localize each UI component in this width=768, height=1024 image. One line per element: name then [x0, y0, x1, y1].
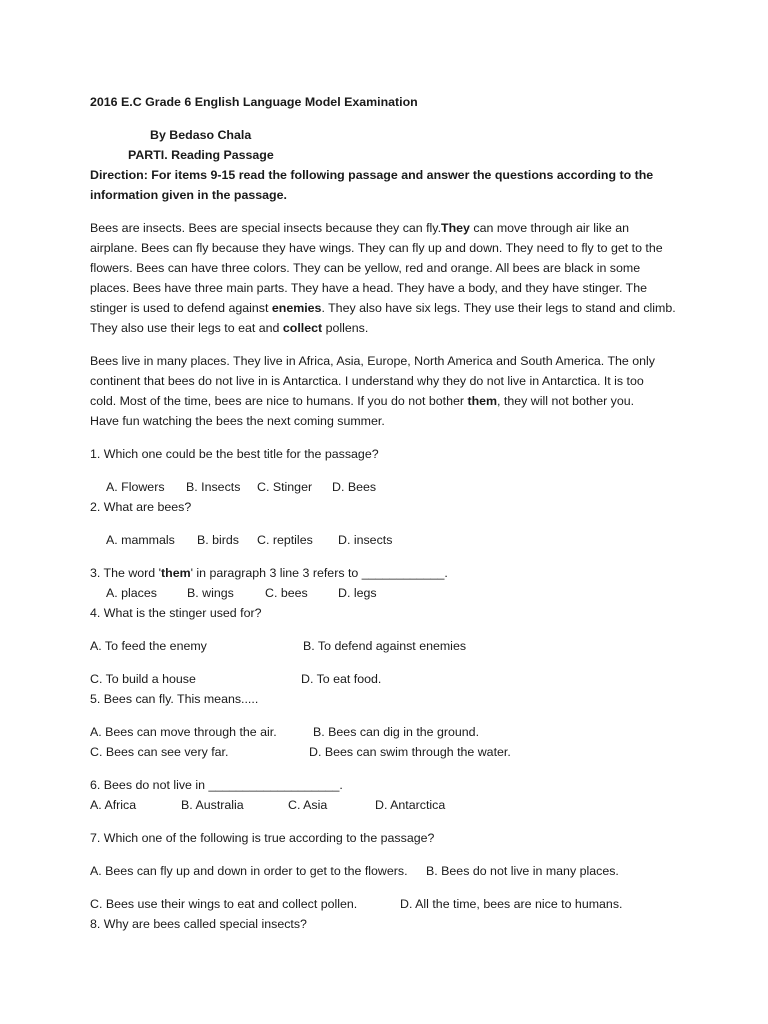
bold-word-they: They — [441, 221, 470, 235]
bold-word-enemies: enemies — [271, 301, 322, 315]
q5-option-a: A. Bees can move through the air. — [90, 725, 277, 739]
bold-word-collect: collect — [282, 321, 323, 335]
q1-option-b: B. Insects — [186, 480, 241, 494]
question-7: 7. Which one of the following is true according to the passage? — [90, 831, 435, 845]
q7-option-c: C. Bees use their wings to eat and collect pollen. — [90, 897, 358, 911]
direction-line-1: Direction: For items 9-15 read the following passage and answer the questions according to the — [90, 168, 654, 182]
question-2-options — [90, 530, 690, 550]
question-1: 1. Which one could be the best title for the passage? — [90, 447, 379, 461]
q6-option-d: D. Antarctica — [375, 798, 446, 812]
bold-word-them: them — [467, 394, 498, 408]
q3-option-b: B. wings — [187, 586, 234, 600]
q7-option-d: D. All the time, bees are nice to humans. — [400, 897, 623, 911]
direction-line-2: information given in the passage. — [90, 188, 287, 202]
question-7-options-row-2 — [90, 894, 690, 914]
question-6: 6. Bees do not live in ___________________. — [90, 778, 343, 792]
q7-option-b: B. Bees do not live in many places. — [426, 864, 619, 878]
q4-option-d: D. To eat food. — [301, 672, 382, 686]
passage-line: They also use their legs to eat and collect pollens. — [90, 321, 369, 335]
passage-line: continent that bees do not live in is Antarctica. I understand why they do not live in Antarctica. It is too — [90, 374, 644, 388]
passage-line: places. Bees have three main parts. They have a head. They have a body, and they have stinger. The — [90, 281, 648, 295]
q2-option-d: D. insects — [338, 533, 393, 547]
q1-option-a: A. Flowers — [106, 480, 165, 494]
q6-option-b: B. Australia — [181, 798, 244, 812]
question-3: 3. The word 'them' in paragraph 3 line 3 refers to ____________. — [90, 566, 448, 580]
question-6-options — [90, 795, 690, 815]
question-4-options-row-1 — [90, 636, 690, 656]
q5-option-d: D. Bees can swim through the water. — [309, 745, 511, 759]
q4-option-b: B. To defend against enemies — [303, 639, 467, 653]
q2-option-c: C. reptiles — [257, 533, 313, 547]
passage-line: flowers. Bees can have three colors. They can be yellow, red and orange. All bees are black in some — [90, 261, 641, 275]
question-1-options — [90, 477, 690, 497]
q2-option-b: B. birds — [197, 533, 240, 547]
exam-page — [90, 92, 690, 934]
passage-line: cold. Most of the time, bees are nice to humans. If you do not bother them, they will not bother you. — [90, 394, 635, 408]
q6-option-a: A. Africa — [90, 798, 137, 812]
question-3-options — [90, 583, 690, 603]
passage-paragraph-2 — [90, 351, 690, 431]
question-5-options-row-2 — [90, 742, 690, 762]
q5-option-b: B. Bees can dig in the ground. — [313, 725, 480, 739]
passage-line: Have fun watching the bees the next coming summer. — [90, 414, 385, 428]
question-2: 2. What are bees? — [90, 500, 192, 514]
q1-option-c: C. Stinger — [257, 480, 313, 494]
question-8: 8. Why are bees called special insects? — [90, 917, 307, 931]
passage-line: stinger is used to defend against enemies. They also have six legs. They use their legs to stand and climb. — [90, 301, 676, 315]
q2-option-a: A. mammals — [106, 533, 175, 547]
passage-line: Bees live in many places. They live in Africa, Asia, Europe, North America and South America. The only — [90, 354, 655, 368]
part-heading: PARTI. Reading Passage — [128, 148, 274, 162]
exam-title: 2016 E.C Grade 6 English Language Model Examination — [90, 95, 418, 109]
q4-option-a: A. To feed the enemy — [90, 639, 207, 653]
passage-line: Bees are insects. Bees are special insects because they can fly.They can move through air like an — [90, 221, 630, 235]
q3-option-c: C. bees — [265, 586, 308, 600]
q4-option-c: C. To build a house — [90, 672, 196, 686]
author-line: By Bedaso Chala — [150, 128, 252, 142]
bold-word-them: them — [161, 566, 191, 580]
q5-option-c: C. Bees can see very far. — [90, 745, 229, 759]
passage-paragraph-1 — [90, 218, 690, 338]
q3-option-a: A. places — [106, 586, 157, 600]
q6-option-c: C. Asia — [288, 798, 328, 812]
question-5-options-row-1 — [90, 722, 690, 742]
passage-line: airplane. Bees can fly because they have wings. They can fly up and down. They need to fly to get to the — [90, 241, 663, 255]
question-7-options-row-1 — [90, 861, 690, 881]
q3-option-d: D. legs — [338, 586, 377, 600]
question-4: 4. What is the stinger used for? — [90, 606, 262, 620]
question-4-options-row-2 — [90, 669, 690, 689]
question-5: 5. Bees can fly. This means..... — [90, 692, 259, 706]
q1-option-d: D. Bees — [332, 480, 377, 494]
q7-option-a: A. Bees can fly up and down in order to get to the flowers. — [90, 864, 408, 878]
